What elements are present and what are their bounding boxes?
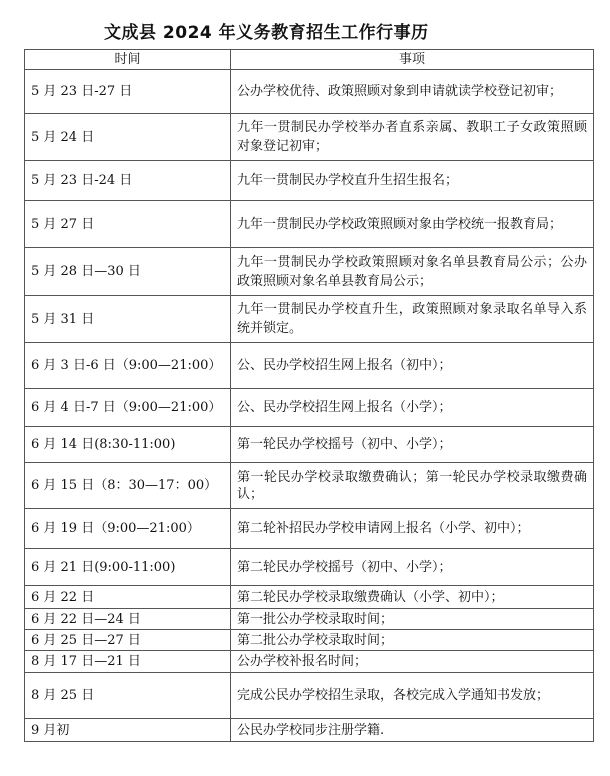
row-item: 九年一贯制民办学校直升生，政策照顾对象录取名单导入系统并锁定。	[231, 296, 594, 343]
row-time: 6 月 25 日—27 日	[25, 630, 231, 651]
table-row	[25, 509, 594, 549]
row-item-text: 第一轮民办学校录取缴费确认；第一轮民办学校录取缴费确认；	[237, 469, 587, 502]
row-time: 6 月 22 日	[25, 586, 231, 609]
row-time: 6 月 22 日—24 日	[25, 609, 231, 630]
table-row	[25, 651, 594, 673]
row-time: 5 月 23 日-27 日	[25, 70, 231, 114]
row-time: 6 月 15 日（8：30—17：00）	[25, 463, 231, 509]
row-item: 第一批公办学校录取时间；	[231, 609, 594, 630]
row-time: 5 月 27 日	[25, 201, 231, 248]
row-time: 5 月 24 日	[25, 114, 231, 161]
row-item: 第二批公办学校录取时间；	[231, 630, 594, 651]
table-row	[25, 161, 594, 201]
row-item: 公办学校优待、政策照顾对象到申请就读学校登记初审；	[231, 70, 594, 114]
table-row	[25, 201, 594, 248]
table-row	[25, 719, 594, 742]
row-time: 6 月 19 日（9:00—21:00）	[25, 509, 231, 549]
table-row	[25, 296, 594, 343]
table-row	[25, 586, 594, 609]
row-item: 九年一贯制民办学校政策照顾对象名单县教育局公示；公办政策照顾对象名单县教育局公示；	[231, 248, 594, 296]
row-item: 第一轮民办学校摇号（初中、小学）；	[231, 427, 594, 463]
row-time: 6 月 4 日-7 日（9:00—21:00）	[25, 389, 231, 427]
table-row	[25, 114, 594, 161]
schedule-table	[24, 49, 594, 742]
row-item: 九年一贯制民办学校政策照顾对象由学校统一报教育局；	[231, 201, 594, 248]
row-item: 公、民办学校招生网上报名（初中）；	[231, 343, 594, 389]
row-time: 8 月 25 日	[25, 673, 231, 719]
row-time: 5 月 28 日—30 日	[25, 248, 231, 296]
table-row	[25, 70, 594, 114]
row-item	[231, 463, 594, 509]
table-row	[25, 427, 594, 463]
row-item: 公、民办学校招生网上报名（小学）；	[231, 389, 594, 427]
table-row	[25, 463, 594, 509]
row-time: 6 月 21 日(9:00-11:00)	[25, 549, 231, 586]
page-title: 文成县 2024 年义务教育招生工作行事历	[104, 23, 429, 43]
header-item: 事项	[231, 50, 594, 70]
table-row	[25, 630, 594, 651]
row-time: 5 月 23 日-24 日	[25, 161, 231, 201]
table-row	[25, 673, 594, 719]
row-time: 9 月初	[25, 719, 231, 742]
row-time: 6 月 14 日(8:30-11:00)	[25, 427, 231, 463]
table-header-row	[25, 50, 594, 70]
row-time: 6 月 3 日-6 日（9:00—21:00）	[25, 343, 231, 389]
row-item: 公民办学校同步注册学籍.	[231, 719, 594, 742]
row-item: 九年一贯制民办学校举办者直系亲属、教职工子女政策照顾对象登记初审；	[231, 114, 594, 161]
table-row	[25, 343, 594, 389]
row-item: 九年一贯制民办学校直升生招生报名；	[231, 161, 594, 201]
row-item: 第二轮民办学校摇号（初中、小学）；	[231, 549, 594, 586]
row-time: 8 月 17 日—21 日	[25, 651, 231, 673]
table-row	[25, 549, 594, 586]
row-item: 公办学校补报名时间；	[231, 651, 594, 673]
table-row	[25, 609, 594, 630]
row-item: 第二轮民办学校录取缴费确认（小学、初中）；	[231, 586, 594, 609]
row-item: 完成公民办学校招生录取，各校完成入学通知书发放；	[231, 673, 594, 719]
table-row	[25, 389, 594, 427]
row-time: 5 月 31 日	[25, 296, 231, 343]
table-row	[25, 248, 594, 296]
header-time: 时间	[25, 50, 231, 70]
row-item: 第二轮补招民办学校申请网上报名（小学、初中）；	[231, 509, 594, 549]
